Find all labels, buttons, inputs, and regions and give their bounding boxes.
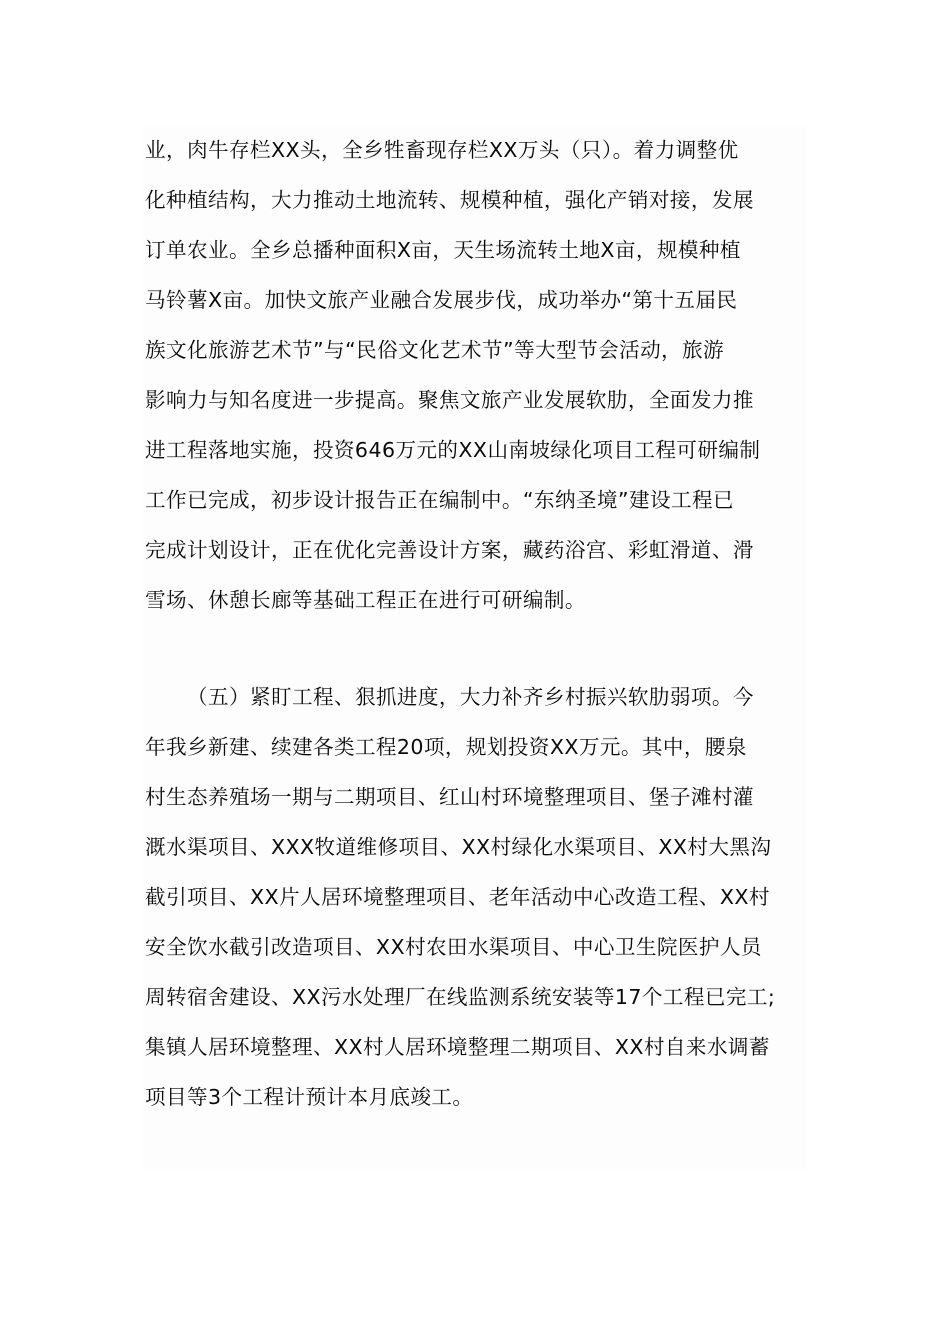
paragraph-line: 村生态养殖场一期与二期项目、红山村环境整理项目、堡子滩村灌 xyxy=(145,785,754,809)
paragraph-line: 集镇人居环境整理、XX村人居环境整理二期项目、XX村自来水调蓄 xyxy=(145,1035,770,1059)
paragraph-line: 项目等3个工程计预计本月底竣工。 xyxy=(145,1085,474,1109)
paragraph-line: 族文化旅游艺术节”与“民俗文化艺术节”等大型节会活动，旅游 xyxy=(145,338,725,362)
paragraph-line: 完成计划设计，正在优化完善设计方案，藏药浴宫、彩虹滑道、滑 xyxy=(145,538,754,562)
paragraph-line: 截引项目、XX片人居环境整理项目、老年活动中心改造工程、XX村 xyxy=(145,885,770,909)
paragraph-line: 影响力与知名度进一步提高。聚焦文旅产业发展软肋，全面发力推 xyxy=(145,388,754,412)
paragraph-line: 马铃薯X亩。加快文旅产业融合发展步伐，成功举办“第十五届民 xyxy=(145,288,738,312)
paragraph-line: 雪场、休憩长廊等基础工程正在进行可研编制。 xyxy=(145,588,586,612)
paragraph-line: 进工程落地实施，投资646万元的XX山南坡绿化项目工程可研编制 xyxy=(145,438,761,462)
paragraph-line: 订单农业。全乡总播种面积X亩，天生场流转土地X亩，规模种植 xyxy=(145,238,741,262)
paragraph-line: 溉水渠项目、XXX牧道维修项目、XX村绿化水渠项目、XX村大黑沟 xyxy=(145,835,772,859)
paragraph-line: 工作已完成，初步设计报告正在编制中。“东纳圣境”建设工程已 xyxy=(145,488,734,512)
paragraph-line: 周转宿舍建设、XX污水处理厂在线监测系统安装等17个工程已完工; xyxy=(145,985,776,1009)
paragraph-line: 年我乡新建、续建各类工程20项，规划投资XX万元。其中，腰泉 xyxy=(145,735,747,759)
paragraph-line: 业，肉牛存栏XX头，全乡牲畜现存栏XX万头（只）。着力调整优 xyxy=(145,138,739,162)
paragraph-line: 安全饮水截引改造项目、XX村农田水渠项目、中心卫生院医护人员 xyxy=(145,935,762,959)
paragraph-line: （五）紧盯工程、狠抓进度，大力补齐乡村振兴软肋弱项。今 xyxy=(187,685,754,709)
paragraph-line: 化种植结构，大力推动土地流转、规模种植，强化产销对接，发展 xyxy=(145,188,754,212)
